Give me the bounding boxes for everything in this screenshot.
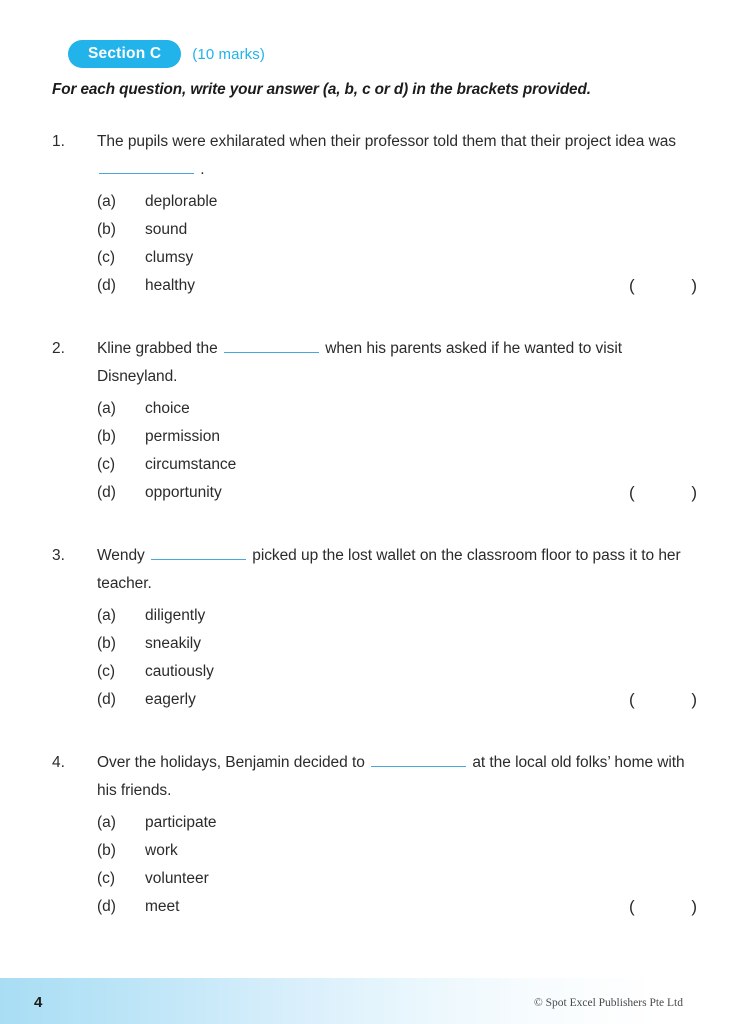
section-badge: Section C xyxy=(68,40,181,68)
question-number: 3. xyxy=(52,547,65,564)
option-label: (b) xyxy=(97,428,116,445)
stem-text-after-blank: at the local old folks’ home with his friends. xyxy=(97,754,685,799)
page-number: 4 xyxy=(34,994,43,1011)
option-label: (d) xyxy=(97,484,116,501)
option-text: work xyxy=(145,842,178,859)
question-stem-row xyxy=(52,128,697,184)
option-label: (d) xyxy=(97,898,116,915)
option-label: (c) xyxy=(97,663,116,680)
question-stem xyxy=(97,749,697,805)
option-text: choice xyxy=(145,400,190,417)
option-row[interactable] xyxy=(97,272,697,300)
option-text: clumsy xyxy=(145,249,194,266)
option-text: healthy xyxy=(145,277,195,294)
option-row[interactable] xyxy=(97,451,697,479)
option-text: eagerly xyxy=(145,691,196,708)
option-label: (b) xyxy=(97,842,116,859)
question-list xyxy=(52,128,697,956)
option-row[interactable] xyxy=(97,395,697,423)
option-text: volunteer xyxy=(145,870,209,887)
question-block xyxy=(52,335,697,507)
option-list xyxy=(52,188,697,300)
question-stem xyxy=(97,128,697,184)
option-text: sneakily xyxy=(145,635,201,652)
stem-text-before-blank: Wendy xyxy=(97,547,145,564)
option-label: (b) xyxy=(97,221,116,238)
question-number: 2. xyxy=(52,340,65,357)
bracket-close: ) xyxy=(691,483,697,502)
option-text: permission xyxy=(145,428,220,445)
option-label: (a) xyxy=(97,400,116,417)
option-row[interactable] xyxy=(97,602,697,630)
option-row[interactable] xyxy=(97,216,697,244)
stem-text-before-blank: Kline grabbed the xyxy=(97,340,218,357)
instruction-text: For each question, write your answer (a, b, c or d) in the brackets provided. xyxy=(52,81,591,98)
option-label: (b) xyxy=(97,635,116,652)
option-row[interactable] xyxy=(97,244,697,272)
question-stem xyxy=(97,542,697,598)
option-row[interactable] xyxy=(97,188,697,216)
bracket-open: ( xyxy=(629,483,635,502)
option-label: (d) xyxy=(97,691,116,708)
option-text: opportunity xyxy=(145,484,222,501)
question-number: 4. xyxy=(52,754,65,771)
stem-text-before-blank: Over the holidays, Benjamin decided to xyxy=(97,754,365,771)
stem-text-after-blank: when his parents asked if he wanted to visit Disneyland. xyxy=(97,340,622,385)
section-header xyxy=(68,40,265,68)
answer-blank-rule[interactable] xyxy=(371,752,466,767)
option-row[interactable] xyxy=(97,423,697,451)
answer-blank-rule[interactable] xyxy=(99,159,194,174)
option-row[interactable] xyxy=(97,865,697,893)
option-text: deplorable xyxy=(145,193,218,210)
bracket-open: ( xyxy=(629,897,635,916)
bracket-open: ( xyxy=(629,690,635,709)
question-stem-row xyxy=(52,542,697,598)
option-row[interactable] xyxy=(97,809,697,837)
question-stem xyxy=(97,335,697,391)
bracket-close: ) xyxy=(691,276,697,295)
option-row[interactable] xyxy=(97,893,697,921)
option-row[interactable] xyxy=(97,630,697,658)
option-label: (d) xyxy=(97,277,116,294)
answer-bracket[interactable] xyxy=(629,479,697,507)
answer-blank-rule[interactable] xyxy=(224,338,319,353)
option-list xyxy=(52,809,697,921)
option-text: cautiously xyxy=(145,663,214,680)
option-text: sound xyxy=(145,221,188,238)
option-row[interactable] xyxy=(97,658,697,686)
option-text: circumstance xyxy=(145,456,237,473)
answer-bracket[interactable] xyxy=(629,686,697,714)
stem-text-after-blank: picked up the lost wallet on the classroom floor to pass it to her teacher. xyxy=(97,547,681,592)
answer-bracket[interactable] xyxy=(629,272,697,300)
option-label: (a) xyxy=(97,607,116,624)
question-stem-row xyxy=(52,335,697,391)
answer-bracket[interactable] xyxy=(629,893,697,921)
question-block xyxy=(52,542,697,714)
option-row[interactable] xyxy=(97,686,697,714)
option-row[interactable] xyxy=(97,479,697,507)
option-label: (c) xyxy=(97,456,116,473)
option-text: diligently xyxy=(145,607,206,624)
question-number: 1. xyxy=(52,133,65,150)
section-marks-label: (10 marks) xyxy=(192,45,265,63)
option-label: (a) xyxy=(97,193,116,210)
bracket-close: ) xyxy=(691,690,697,709)
question-block xyxy=(52,128,697,300)
answer-blank-rule[interactable] xyxy=(151,545,246,560)
option-text: participate xyxy=(145,814,217,831)
question-stem-row xyxy=(52,749,697,805)
question-block xyxy=(52,749,697,921)
option-label: (a) xyxy=(97,814,116,831)
option-label: (c) xyxy=(97,870,116,887)
option-text: meet xyxy=(145,898,180,915)
bracket-open: ( xyxy=(629,276,635,295)
option-list xyxy=(52,395,697,507)
option-list xyxy=(52,602,697,714)
option-label: (c) xyxy=(97,249,116,266)
stem-text-before-blank: The pupils were exhilarated when their professor told them that their project idea was xyxy=(97,133,676,150)
stem-text-after-blank: . xyxy=(200,161,205,178)
option-row[interactable] xyxy=(97,837,697,865)
bracket-close: ) xyxy=(691,897,697,916)
copyright-notice: © Spot Excel Publishers Pte Ltd xyxy=(534,997,683,1009)
